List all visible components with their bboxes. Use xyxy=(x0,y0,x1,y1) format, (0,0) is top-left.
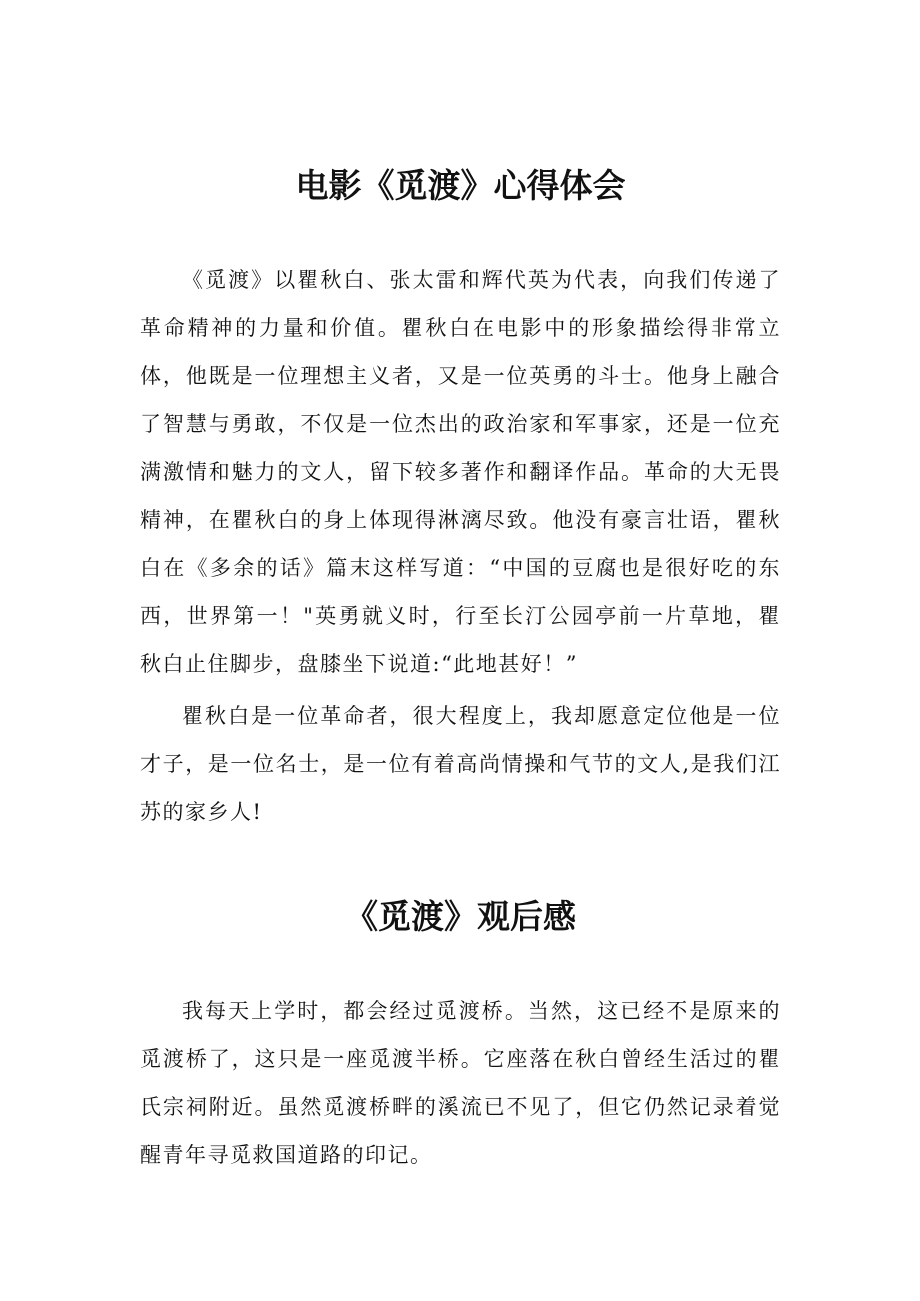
section-1-paragraph-2: 瞿秋白是一位革命者，很大程度上，我却愿意定位他是一位才子，是一位名士，是一位有着高尚情操和气节的文人,是我们江苏的家乡人! xyxy=(140,704,781,824)
section-2-paragraph-1: 我每天上学时，都会经过觅渡桥。当然，这已经不是原来的觅渡桥了，这只是一座觅渡半桥。它座落在秋白曾经生活过的瞿氏宗祠附近。虽然觅渡桥畔的溪流已不见了，但它仍然记录着觉醒青年寻觅救国道路的印记。 xyxy=(140,999,781,1167)
section-2-title: 《觅渡》观后感 xyxy=(345,897,576,936)
section-1-paragraph-1: 《觅渡》以瞿秋白、张太雷和辉代英为代表，向我们传递了革命精神的力量和价值。瞿秋白在电影中的形象描绘得非常立体，他既是一位理想主义者，又是一位英勇的斗士。他身上融合了智慧与勇敢，不仅是一位杰出的政治家和军事家，还是一位充满激情和魅力的文人，留下较多著作和翻译作品。革命的大无畏精神，在瞿秋白的身上体现得淋漓尽致。他没有豪言壮语，瞿秋白在《多余的话》篇末这样写道：“中国的豆腐也是很好吃的东西，世界第一！"英勇就义时，行至长汀公园亭前一片草地，瞿秋白止住脚步，盘膝坐下说道:“此地甚好！” xyxy=(140,268,781,676)
section-1-title: 电影《觅渡》心得体会 xyxy=(295,166,626,205)
